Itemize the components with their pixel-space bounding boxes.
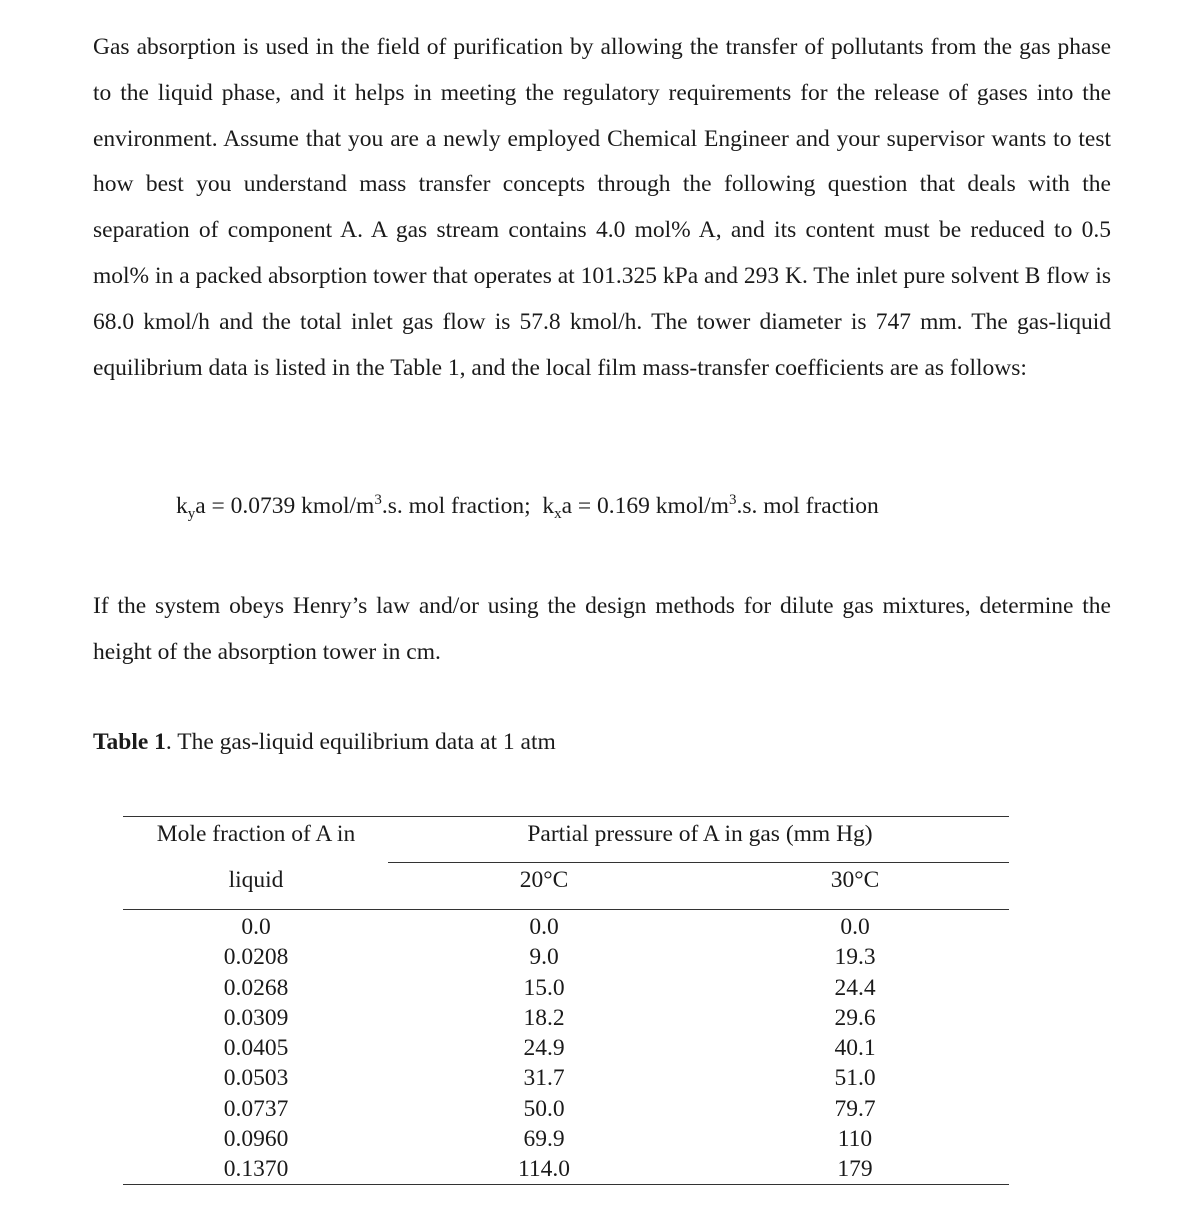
table-cell: 0.0 bbox=[529, 914, 559, 940]
ky-symbol: k bbox=[176, 493, 188, 519]
table-cell: 0.0268 bbox=[223, 974, 289, 1001]
table-cell: 0.0405 bbox=[223, 1035, 289, 1062]
table-caption-text: . The gas-liquid equilibrium data at 1 atm bbox=[165, 729, 556, 755]
table-cell: 18.2 bbox=[523, 1004, 565, 1031]
table-cell: 15.0 bbox=[523, 974, 565, 1001]
table-cell: 114.0 bbox=[517, 1156, 570, 1183]
table-cell: 0.0309 bbox=[223, 1004, 289, 1031]
table-cell: 0.1370 bbox=[223, 1156, 289, 1183]
ky-exponent: 3 bbox=[374, 492, 382, 508]
header-partial-pressure: Partial pressure of A in gas (mm Hg) bbox=[527, 821, 873, 847]
table-cell: 50.0 bbox=[523, 1095, 565, 1122]
table-cell: 0.0 bbox=[241, 914, 271, 940]
table-cell: 31.7 bbox=[523, 1065, 565, 1092]
table-cell: 110 bbox=[837, 1126, 873, 1153]
column-30c bbox=[795, 912, 915, 1185]
table-caption bbox=[93, 724, 556, 760]
table-cell: 51.0 bbox=[834, 1065, 876, 1092]
ky-unit: .s. mol fraction; bbox=[381, 493, 531, 519]
table-cell: 179 bbox=[837, 1156, 873, 1183]
header-20c: 20°C bbox=[519, 867, 569, 893]
header-30c: 30°C bbox=[830, 867, 880, 893]
table-cell: 24.9 bbox=[523, 1035, 565, 1062]
column-20c bbox=[484, 912, 604, 1185]
table-cell: 0.0737 bbox=[223, 1095, 289, 1122]
table-cell: 40.1 bbox=[834, 1035, 876, 1062]
table-cell: 79.7 bbox=[834, 1095, 876, 1122]
table-cell: 19.3 bbox=[834, 944, 876, 971]
problem-paragraph-1: Gas absorption is used in the field of purification by allowing the transfer of pollutants from the gas phase to the liquid phase, and it helps in meeting the regulatory requirements for the release of gases into the environment. Assume that you are a newly employed Chemical Engineer and your supervisor wants to test how best you understand mass transfer concepts through the following question that deals with the separation of component A. A gas stream contains 4.0 mol% A, and its content must be reduced to 0.5 mol% in a packed absorption tower that operates at 101.325 kPa and 293 K. The inlet pure solvent B flow is 68.0 kmol/h and the total inlet gas flow is 57.8 kmol/h. The tower diameter is 747 mm. The gas-liquid equilibrium data is listed in the Table 1, and the local film mass-transfer coefficients are as follows: bbox=[93, 34, 1111, 381]
table-cell: 24.4 bbox=[834, 974, 876, 1001]
kx-unit: .s. mol fraction bbox=[736, 493, 879, 519]
kx-symbol: k bbox=[542, 493, 555, 519]
header-liquid: liquid bbox=[228, 867, 284, 893]
kx-exponent: 3 bbox=[728, 492, 737, 508]
table-cell: 0.0960 bbox=[223, 1126, 289, 1153]
table-cell: 9.0 bbox=[529, 944, 559, 971]
ky-value: a = 0.0739 kmol/m bbox=[195, 493, 375, 519]
problem-paragraph-2: If the system obeys Henry’s law and/or using the design methods for dilute gas mixtures, determine the height of the absorption tower in cm. bbox=[93, 593, 1111, 665]
table-header-rule bbox=[123, 909, 1009, 910]
table-group-rule bbox=[388, 862, 1009, 863]
header-mole-fraction: Mole fraction of A in bbox=[156, 821, 356, 847]
table-cell: 0.0 bbox=[840, 914, 870, 940]
table-cell: 69.9 bbox=[523, 1126, 565, 1153]
table-cell: 0.0503 bbox=[223, 1065, 289, 1092]
kx-value: a = 0.169 kmol/m bbox=[561, 493, 729, 519]
mass-transfer-coefficients bbox=[176, 488, 879, 524]
table-top-rule bbox=[123, 816, 1009, 817]
table-caption-label: Table 1 bbox=[93, 729, 166, 755]
kx-subscript: x bbox=[554, 506, 562, 522]
ky-subscript: y bbox=[187, 506, 196, 522]
table-cell: 0.0208 bbox=[223, 944, 289, 971]
table-cell: 29.6 bbox=[834, 1004, 876, 1031]
column-mole-fraction bbox=[196, 912, 316, 1185]
